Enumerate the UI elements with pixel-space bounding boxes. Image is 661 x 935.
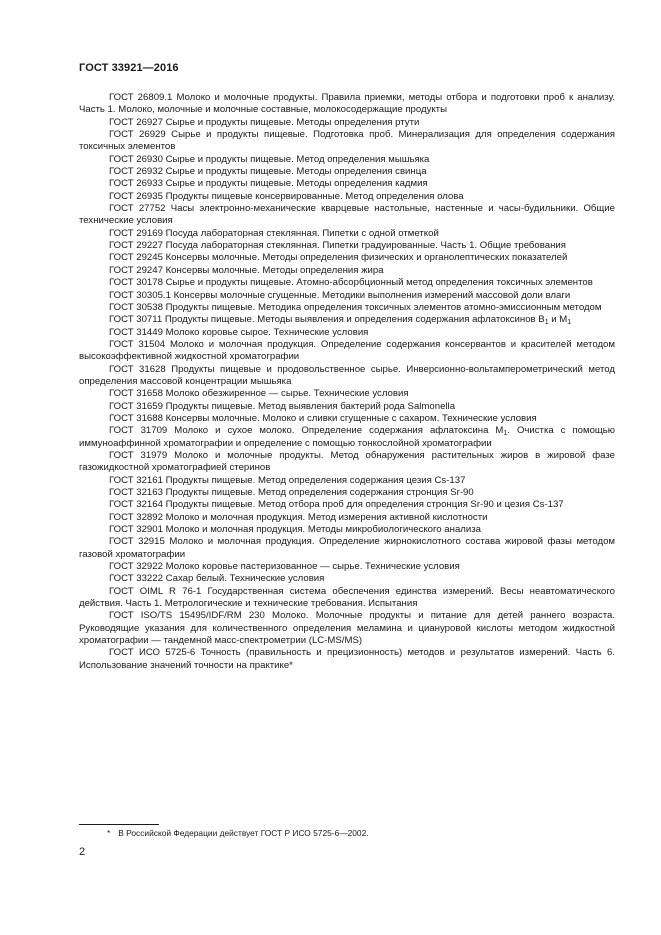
reference-item: ГОСТ ISO/TS 15495/IDF/RM 230 Молоко. Молочные продукты и питание для детей раннего возраста. Руководящие указания для количественного определения меламина и циануровой кислоты методом жидкостной хроматографии — тандемной масс-спектрометрии (LC-MS/MS)	[79, 610, 615, 647]
reference-item: ГОСТ 32161 Продукты пищевые. Метод определения содержания цезия Cs-137	[109, 474, 466, 486]
reference-item: ГОСТ 27752 Часы электронно-механические кварцевые настольные, настенные и часы-будильники. Общие технические условия	[79, 203, 615, 227]
reference-item: ГОСТ ИСО 5725-6 Точность (правильность и прецизионность) методов и результатов измерений. Часть 6. Использование значений точности на практике*	[79, 647, 615, 671]
reference-item: ГОСТ 29245 Консервы молочные. Методы определения физических и органолептических показателей	[109, 252, 568, 264]
reference-item: ГОСТ 31658 Молоко обезжиренное — сырье. Технические условия	[109, 388, 409, 400]
reference-item: ГОСТ 26930 Сырье и продукты пищевые. Метод определения мышьяка	[109, 153, 430, 165]
reference-text-cont: и M	[548, 314, 568, 326]
reference-item	[79, 314, 615, 326]
reference-item: ГОСТ 29247 Консервы молочные. Методы определения жира	[109, 264, 384, 276]
reference-item: ГОСТ 32915 Молоко и молочная продукция. Определение жирнокислотного состава жировой фазы методом газовой хроматографии	[79, 536, 615, 560]
page-number: 2	[79, 846, 86, 858]
reference-item: ГОСТ 26927 Сырье и продукты пищевые. Методы определения ртути	[109, 116, 420, 128]
reference-item: ГОСТ 29169 Посуда лабораторная стеклянная. Пипетки с одной отметкой	[109, 227, 439, 239]
reference-item: ГОСТ 26809.1 Молоко и молочные продукты. Правила приемки, методы отбора и подготовки проб к анализу. Часть 1. Молоко, молочные и молочные составные, молокосодержащие продукты	[79, 92, 615, 116]
reference-item: ГОСТ 30305.1 Консервы молочные сгущенные. Методики выполнения измерений массовой доли влаги	[109, 289, 571, 301]
reference-item: ГОСТ 32922 Молоко коровье пастеризованное — сырье. Технические условия	[109, 561, 460, 573]
reference-item: ГОСТ 26933 Сырье и продукты пищевые. Методы определения кадмия	[109, 178, 428, 190]
normative-references-list	[79, 92, 615, 672]
reference-item: ГОСТ 30178 Сырье и продукты пищевые. Атомно-абсорбционный метод определения токсичных элементов	[109, 277, 593, 289]
reference-item: ГОСТ 31628 Продукты пищевые и продовольственное сырье. Инверсионно-вольтамперометрический метод определения массовой концентрации мышьяка	[79, 363, 615, 387]
reference-item: ГОСТ OIML R 76-1 Государственная система обеспечения единства измерений. Весы неавтоматического действия. Часть 1. Метрологические и технические требования. Испытания	[79, 585, 615, 610]
reference-item: ГОСТ 31688 Консервы молочные. Молоко и сливки сгущенные с сахаром. Технические условия	[109, 412, 537, 424]
reference-item: ГОСТ 26929 Сырье и продукты пищевые. Подготовка проб. Минерализация для определения содержания токсичных элементов	[79, 129, 615, 153]
reference-item: ГОСТ 29227 Посуда лабораторная стеклянная. Пипетки градуированные. Часть 1. Общие требования	[109, 240, 566, 252]
reference-item: ГОСТ 31979 Молоко и молочные продукты. Метод обнаружения растительных жиров в жировой фазе газожидкостной хроматографией стеринов	[79, 449, 615, 474]
subscript: 1	[503, 430, 508, 438]
reference-item: ГОСТ 26935 Продукты пищевые консервированные. Метод определения олова	[109, 190, 464, 202]
reference-text-cont: . Очистка с помощью иммуноаффинной хроматографии и определение с помощью тонкослойной хроматографии	[79, 425, 616, 449]
reference-item: ГОСТ 32163 Продукты пищевые. Метод определения содержания стронция Sr-90	[109, 487, 474, 498]
reference-item: ГОСТ 32901 Молоко и молочная продукция. Методы микробиологического анализа	[109, 524, 481, 536]
footnote-text: В Российской Федерации действует ГОСТ Р ИСО 5725-6—2002.	[118, 828, 369, 838]
reference-item: ГОСТ 31504 Молоко и молочная продукция. Определение содержания консервантов и красителей методом высокоэффективной жидкостной хроматографии	[79, 338, 615, 363]
reference-text: ГОСТ 30711 Продукты пищевые. Методы выявления и определения содержания афлатоксинов B	[109, 314, 545, 326]
document-header: ГОСТ 33921—2016	[79, 62, 179, 74]
reference-item: ГОСТ 30538 Продукты пищевые. Методика определения токсичных элементов атомно-эмиссионным методом	[109, 301, 602, 313]
reference-item	[79, 425, 615, 450]
footnote	[107, 828, 369, 839]
footnote-divider	[79, 824, 159, 825]
footnote-marker: *	[107, 828, 111, 838]
reference-text: ГОСТ 31709 Молоко и сухое молоко. Определение содержания афлатоксина M	[109, 425, 504, 437]
subscript: 1	[544, 319, 549, 327]
reference-item: ГОСТ 31449 Молоко коровье сырое. Технические условия	[109, 326, 369, 338]
reference-item: ГОСТ 33222 Сахар белый. Технические условия	[109, 573, 325, 585]
reference-item: ГОСТ 32892 Молоко и молочная продукция. Метод измерения активной кислотности	[109, 511, 488, 523]
reference-item: ГОСТ 31659 Продукты пищевые. Метод выявления бактерий рода Salmonella	[109, 400, 456, 412]
reference-item: ГОСТ 26932 Сырье и продукты пищевые. Методы определения свинца	[109, 166, 427, 178]
subscript: 1	[567, 319, 572, 327]
reference-item: ГОСТ 32164 Продукты пищевые. Метод отбора проб для определения стронция Sr-90 и цезия Cs-137	[109, 499, 564, 511]
